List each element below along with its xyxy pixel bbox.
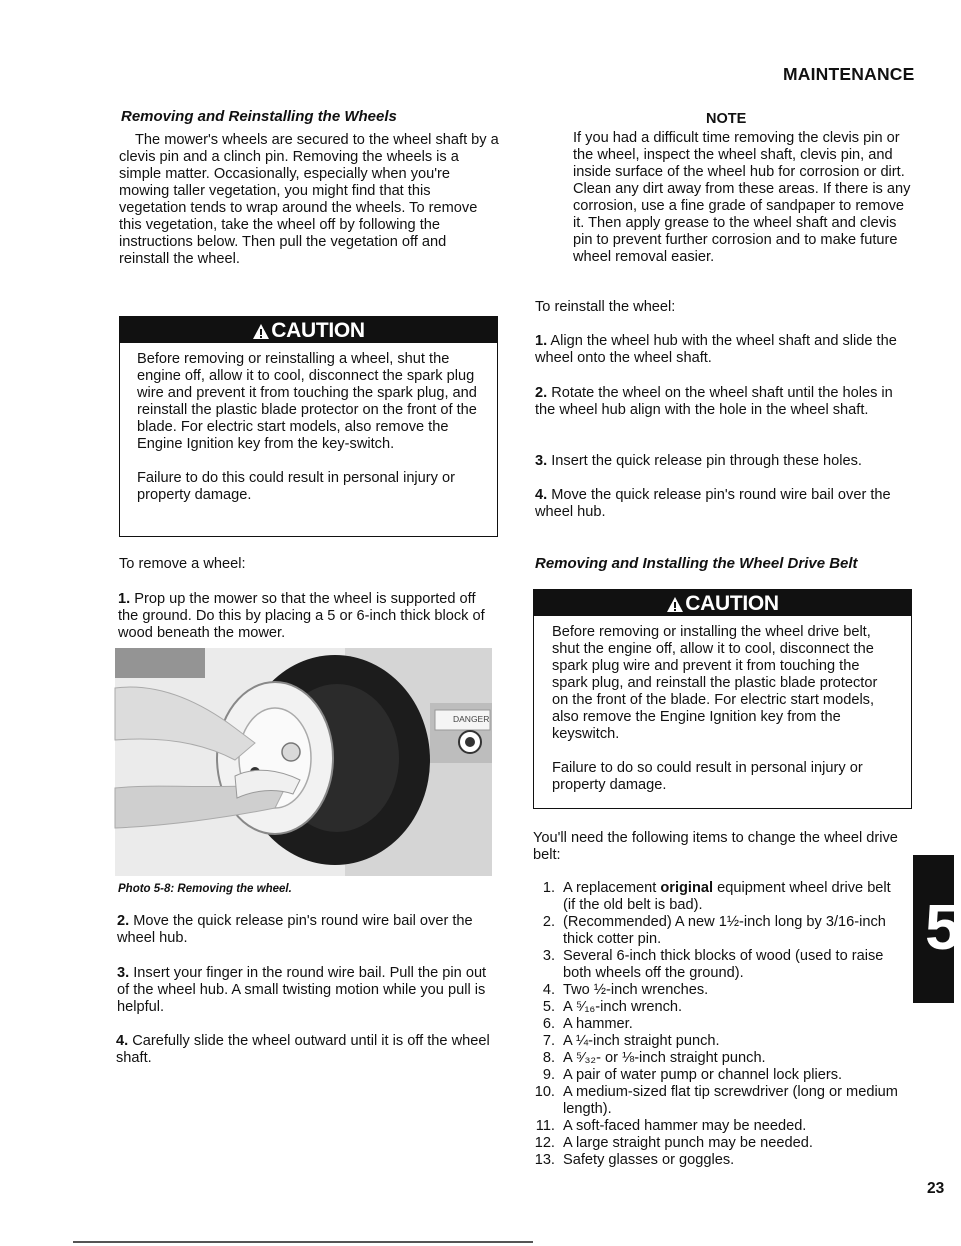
- step-number: 4.: [535, 487, 548, 503]
- step-number: 2.: [117, 913, 130, 929]
- footer-rule: [73, 1241, 533, 1243]
- page-number: 23: [927, 1180, 945, 1197]
- caution-title: CAUTION: [271, 319, 365, 342]
- caution-consequence: Failure to do this could result in personal injury or property damage.: [137, 470, 455, 503]
- warning-triangle-icon: [666, 596, 684, 613]
- step-number: 1.: [535, 333, 548, 349]
- caution-title: CAUTION: [685, 592, 779, 615]
- list-item: 12. A large straight punch may be needed.: [534, 1135, 813, 1151]
- step-text: Insert the quick release pin through these holes.: [551, 453, 862, 469]
- caution-box-wheel: [119, 316, 498, 537]
- remove-step-1: [118, 591, 496, 642]
- list-item: 11. A soft-faced hammer may be needed.: [535, 1118, 807, 1134]
- list-item: 1. A replacement original equipment wheel drive belt (if the old belt is bad).: [542, 880, 891, 913]
- wheel-photo-illustration: [115, 648, 492, 876]
- step-text: Move the quick release pin's round wire bail over the wheel hub.: [117, 913, 473, 946]
- note-title: NOTE: [706, 111, 747, 127]
- caution-text: Before removing or installing the wheel drive belt, shut the engine off, allow it to cool, disconnect the spark plug wire and prevent it from touching the spark plug, and reinstall the plastic blade protector on the front of the blade. For electric start models, also remove the Engine Ignition key from the keyswitch.: [552, 624, 878, 742]
- danger-decal-label: DANGER: [453, 714, 490, 724]
- list-item: 7. A ¼-inch straight punch.: [542, 1033, 720, 1049]
- reinstall-step-2: [535, 385, 915, 419]
- remove-step-2: [117, 913, 495, 947]
- step-number: 2.: [535, 385, 548, 401]
- chapter-tab: [913, 855, 961, 1003]
- step-text: Move the quick release pin's round wire bail over the wheel hub.: [535, 487, 891, 520]
- remove-step-4: [116, 1033, 494, 1067]
- note-text: If you had a difficult time removing the clevis pin or the wheel, inspect the wheel shaft, clevis pin, and inside surface of the wheel hub for corrosion or dirt. Clean any dirt away from these areas. If there is any corrosion, use a fine grade of sandpaper to remove it. Then apply grease to the wheel shaft and clevis pin to prevent further corrosion and to make future wheel removal easier.: [573, 130, 911, 265]
- caution-box-belt: [533, 589, 912, 809]
- caution-banner: [120, 317, 497, 343]
- chapter-number: 5: [925, 891, 961, 963]
- step-number: 4.: [116, 1033, 129, 1049]
- need-intro: You'll need the following items to change the wheel drive belt:: [533, 830, 898, 863]
- wheels-heading: Removing and Reinstalling the Wheels: [121, 108, 397, 125]
- list-item: 9. A pair of water pump or channel lock pliers.: [542, 1067, 843, 1083]
- list-item: 8. A ⁵⁄₃₂- or ⅛-inch straight punch.: [542, 1050, 766, 1066]
- step-number: 3.: [535, 453, 548, 469]
- step-number: 3.: [117, 965, 130, 981]
- photo-caption: Photo 5-8: Removing the wheel.: [118, 883, 292, 895]
- section-header: MAINTENANCE: [783, 64, 915, 84]
- wheels-intro: The mower's wheels are secured to the wheel shaft by a clevis pin and a clinch pin. Removing the wheels is a simple matter. Occasionally, especially when you're mowing taller vegetation, you might find that this vegetation tends to wrap around the wheels. To remove this vegetation, take the wheel off by following the instructions below. Then pull the vegetation off and reinstall the wheel.: [119, 132, 499, 267]
- remove-step-3: [117, 965, 495, 1016]
- list-item: 10. A medium-sized flat tip screwdriver (long or medium length).: [534, 1084, 898, 1117]
- list-item: 6. A hammer.: [542, 1016, 633, 1032]
- list-item: 4. Two ½-inch wrenches.: [542, 982, 709, 998]
- belt-heading: Removing and Installing the Wheel Drive Belt: [535, 555, 858, 572]
- caution-consequence: Failure to do so could result in personal injury or property damage.: [552, 760, 863, 793]
- reinstall-step-3: [535, 453, 915, 470]
- list-item: 2. (Recommended) A new 1½-inch long by 3/16-inch thick cotter pin.: [542, 914, 886, 947]
- photo-removing-wheel: [115, 648, 492, 876]
- step-text: Rotate the wheel on the wheel shaft until the holes in the wheel hub align with the hole in the wheel shaft.: [535, 385, 893, 418]
- list-item: 13. Safety glasses or goggles.: [534, 1152, 735, 1168]
- caution-banner: [534, 590, 911, 616]
- step-text: Insert your finger in the round wire bail. Pull the pin out of the wheel hub. A small twisting motion while you pull is helpful.: [117, 965, 487, 1015]
- step-number: 1.: [118, 591, 131, 607]
- step-text: Prop up the mower so that the wheel is supported off the ground. Do this by placing a 5 or 6-inch thick block of wood beneath the mower.: [118, 591, 485, 641]
- warning-triangle-icon: [252, 323, 270, 340]
- step-text: Align the wheel hub with the wheel shaft and slide the wheel onto the wheel shaft.: [535, 333, 897, 366]
- remove-intro: To remove a wheel:: [119, 556, 246, 572]
- reinstall-step-1: [535, 333, 915, 367]
- reinstall-step-4: [535, 487, 915, 521]
- list-item: 3. Several 6-inch thick blocks of wood (used to raise both wheels off the ground).: [542, 948, 884, 981]
- list-item: 5. A ⁵⁄₁₆-inch wrench.: [542, 999, 683, 1015]
- tools-list: [534, 880, 900, 1169]
- caution-text: Before removing or reinstalling a wheel, shut the engine off, allow it to cool, disconnect the spark plug wire and prevent it from touching the spark plug, and reinstall the plastic blade protector on the front of the blade. For electric start models, also remove the Engine Ignition key from the key-switch.: [137, 351, 477, 452]
- step-text: Carefully slide the wheel outward until it is off the wheel shaft.: [116, 1033, 490, 1066]
- reinstall-intro: To reinstall the wheel:: [535, 299, 676, 315]
